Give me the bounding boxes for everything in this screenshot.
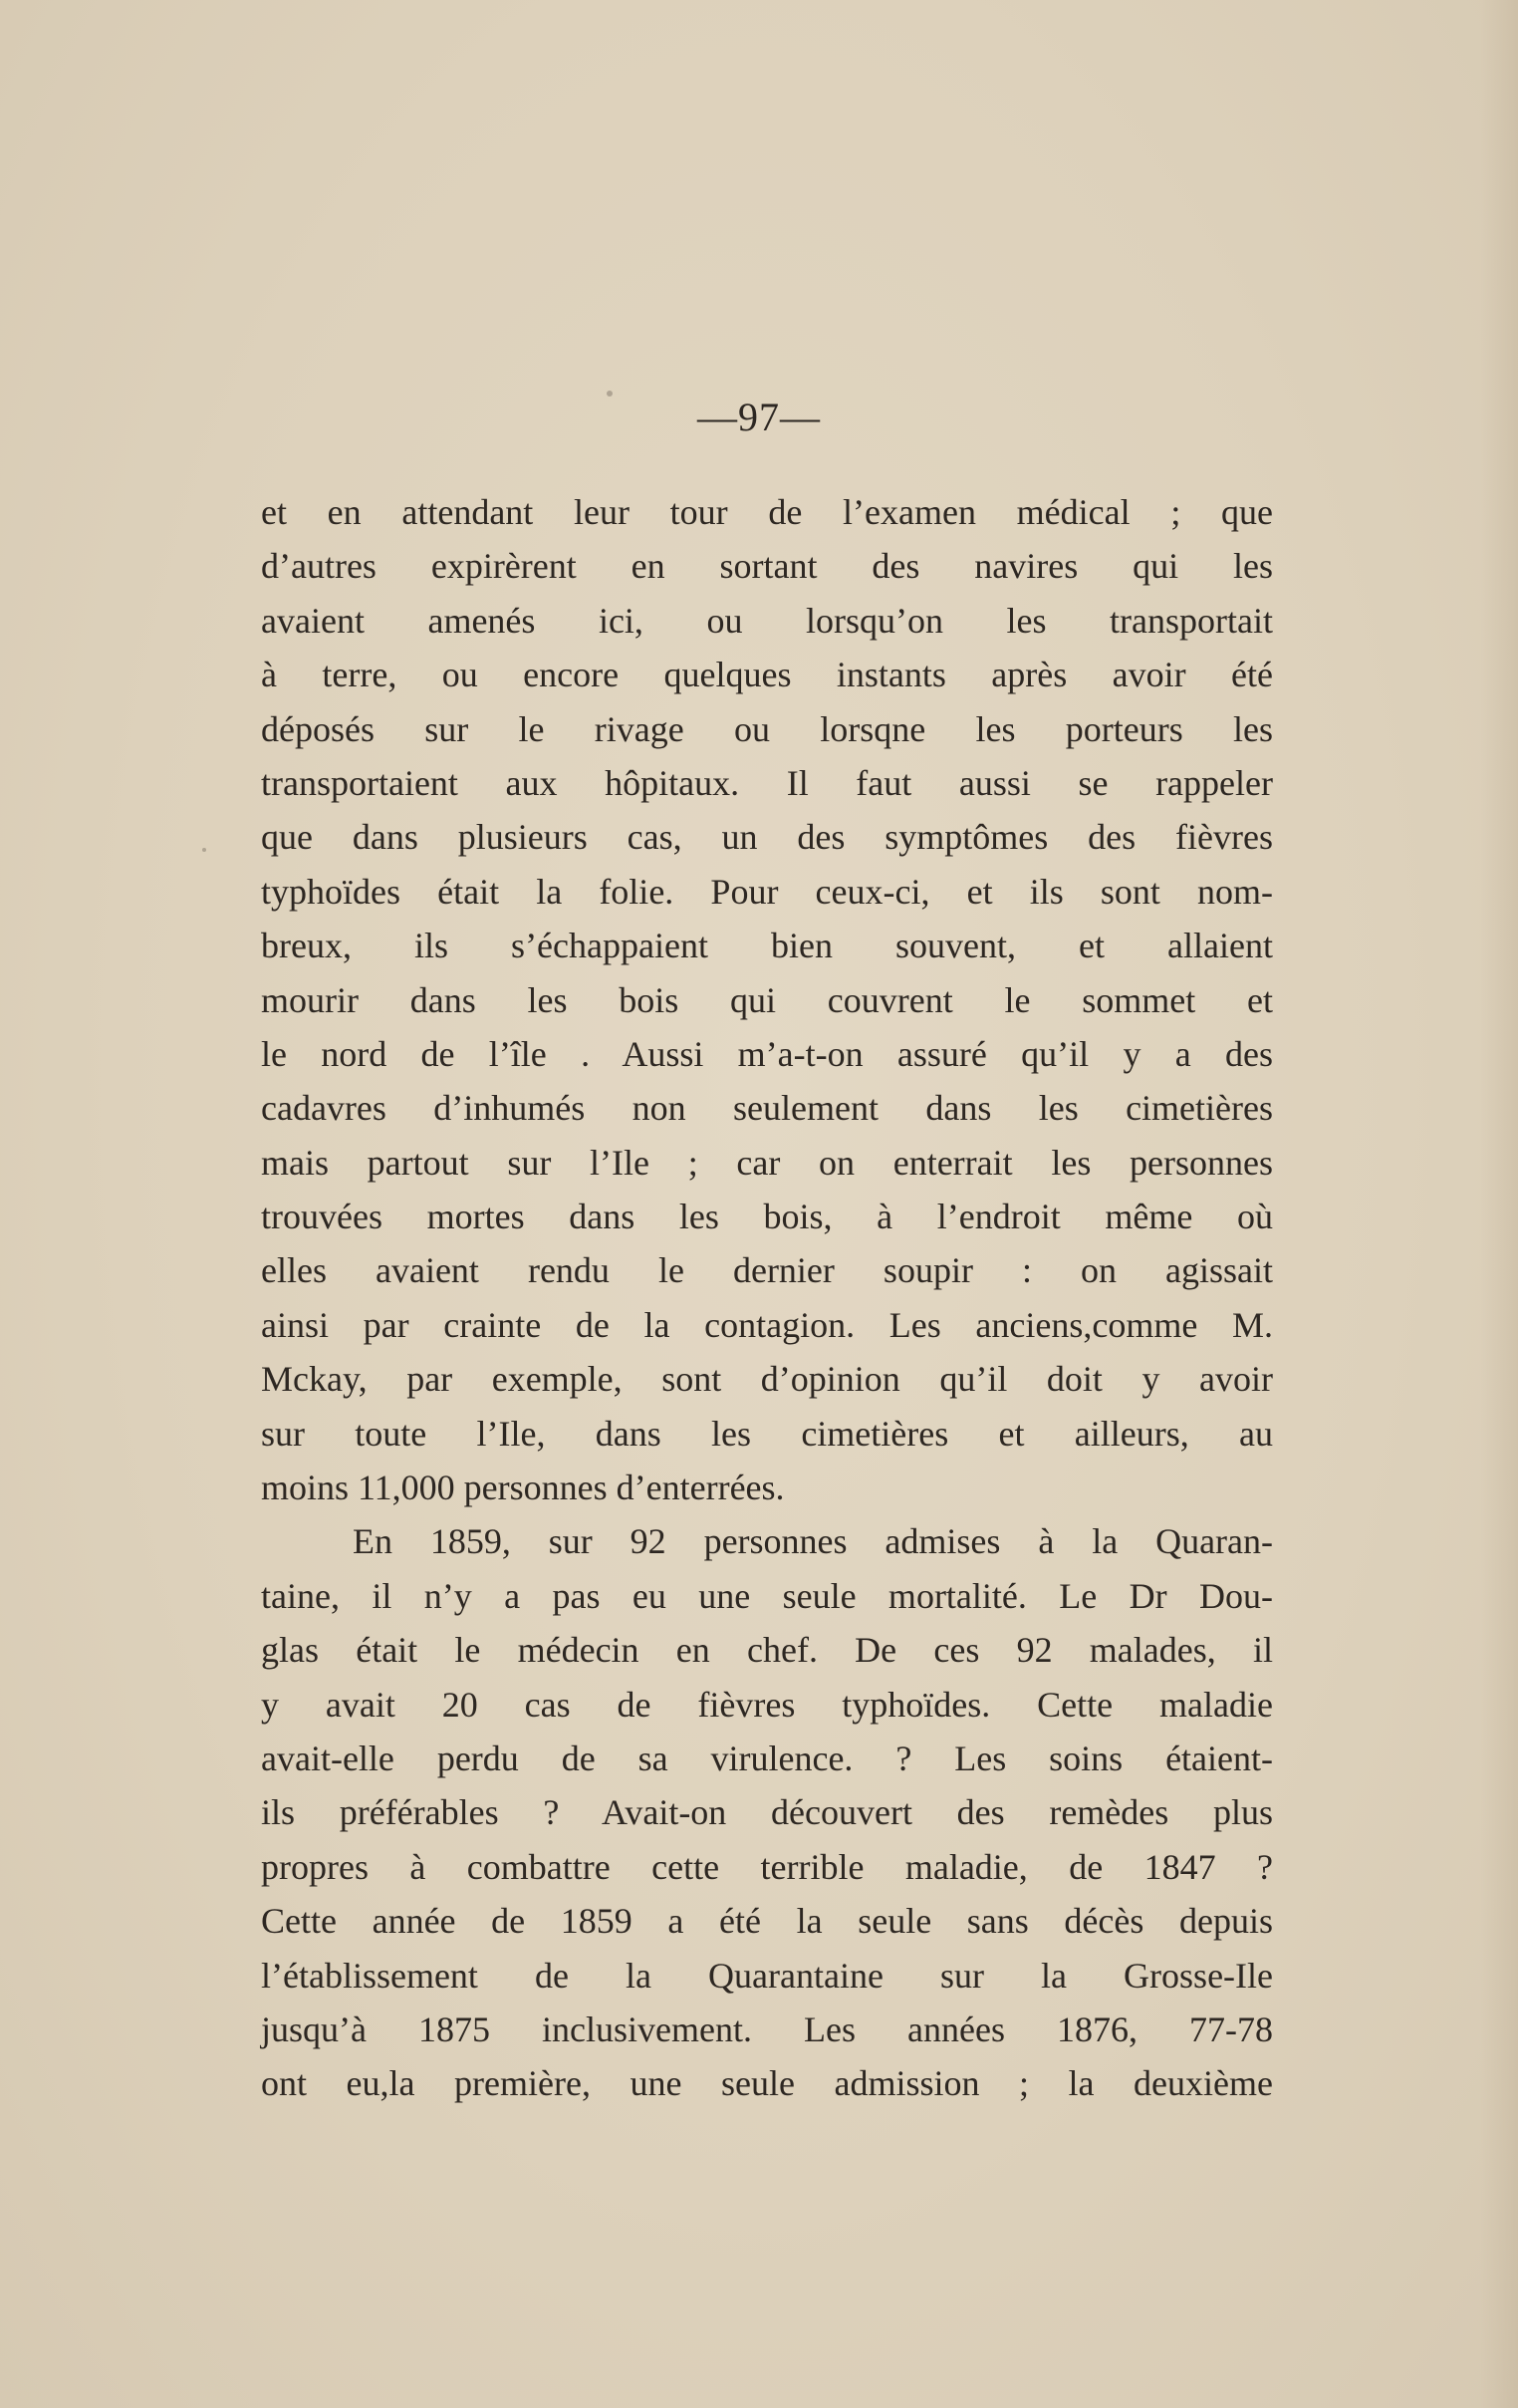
text-line: ils préférables ? Avait-on découvert des remèdes plus xyxy=(261,1792,1273,1833)
page-edge-shadow xyxy=(1480,0,1518,2408)
text-line: elles avaient rendu le dernier soupir : on agissait xyxy=(261,1250,1273,1291)
text-line: avaient amenés ici, ou lorsqu’on les transportait xyxy=(261,600,1273,641)
text-line: que dans plusieurs cas, un des symptômes des fièvres xyxy=(261,817,1273,858)
text-line: y avait 20 cas de fièvres typhoïdes. Cette maladie xyxy=(261,1684,1273,1725)
text-line: cadavres d’inhumés non seulement dans les cimetières xyxy=(261,1088,1273,1129)
text-line: avait-elle perdu de sa virulence. ? Les soins étaient- xyxy=(261,1738,1273,1778)
text-line: trouvées mortes dans les bois, à l’endroit même où xyxy=(261,1197,1273,1237)
text-line: à terre, ou encore quelques instants après avoir été xyxy=(261,655,1273,695)
page-number: —97— xyxy=(697,395,821,439)
text-line: moins 11,000 personnes d’enterrées. xyxy=(261,1468,785,1508)
text-line: ont eu,la première, une seule admission ; la deuxième xyxy=(261,2063,1273,2104)
body-text xyxy=(261,485,1273,2111)
text-line: mourir dans les bois qui couvrent le sommet et xyxy=(261,979,1273,1020)
text-line: sur toute l’Ile, dans les cimetières et ailleurs, au xyxy=(261,1413,1273,1454)
text-line: Cette année de 1859 a été la seule sans décès depuis xyxy=(261,1901,1273,1942)
text-line: breux, ils s’échappaient bien souvent, et allaient xyxy=(261,926,1273,966)
text-line: glas était le médecin en chef. De ces 92 malades, il xyxy=(261,1630,1273,1671)
text-line: En 1859, sur 92 personnes admises à la Quaran- xyxy=(353,1521,1273,1562)
text-line: mais partout sur l’Ile ; car on enterrait les personnes xyxy=(261,1142,1273,1183)
ink-speck xyxy=(202,848,206,852)
text-line: et en attendant leur tour de l’examen médical ; que xyxy=(261,492,1273,532)
text-line: typhoïdes était la folie. Pour ceux-ci, et ils sont nom- xyxy=(261,871,1273,912)
text-line: transportaient aux hôpitaux. Il faut aussi se rappeler xyxy=(261,762,1273,803)
text-line: jusqu’à 1875 inclusivement. Les années 1876, 77-78 xyxy=(261,2008,1273,2049)
text-line: l’établissement de la Quarantaine sur la Grosse-Ile xyxy=(261,1955,1273,1996)
text-line: taine, il n’y a pas eu une seule mortalité. Le Dr Dou- xyxy=(261,1575,1273,1616)
text-line: d’autres expirèrent en sortant des navires qui les xyxy=(261,546,1273,587)
text-line: ainsi par crainte de la contagion. Les anciens,comme M. xyxy=(261,1304,1273,1345)
text-line: Mckay, par exemple, sont d’opinion qu’il doit y avoir xyxy=(261,1359,1273,1400)
text-line: déposés sur le rivage ou lorsqne les porteurs les xyxy=(261,708,1273,749)
text-line: propres à combattre cette terrible maladie, de 1847 ? xyxy=(261,1846,1273,1887)
text-line: le nord de l’île . Aussi m’a-t-on assuré qu’il y a des xyxy=(261,1033,1273,1074)
